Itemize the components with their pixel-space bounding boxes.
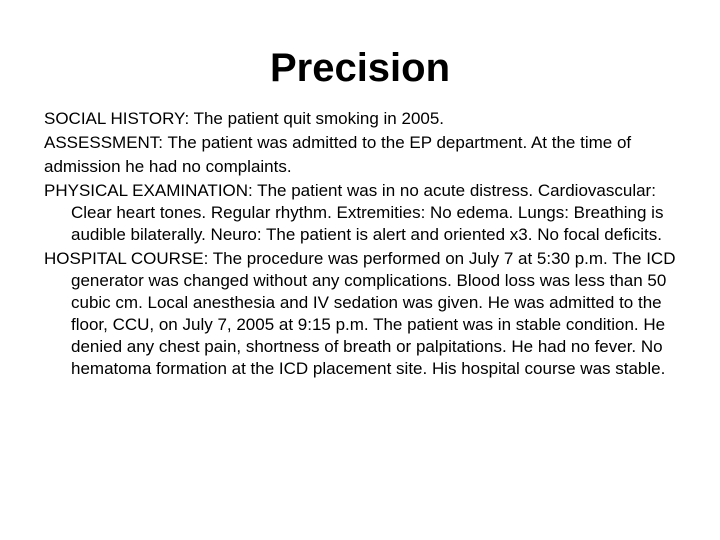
paragraph-physical-examination: PHYSICAL EXAMINATION: The patient was in no acute distress. Cardiovascular: Clear heart tones. Regular rhythm. Extremities: No edema. Lungs: Breathing is audible bilaterally. Neuro: The patient is alert and oriented x3. No focal deficits. bbox=[44, 181, 664, 244]
paragraph-social-history: SOCIAL HISTORY: The patient quit smoking in 2005. bbox=[44, 109, 445, 128]
slide-body bbox=[44, 108, 694, 382]
paragraph-assessment: ASSESSMENT: The patient was admitted to the EP department. At the time of bbox=[44, 133, 632, 152]
paragraph-hospital-course: HOSPITAL COURSE: The procedure was performed on July 7 at 5:30 p.m. The ICD generator was changed without any complications. Blood loss was less than 50 cubic cm. Local anesthesia and IV sedation was given. He was admitted to the floor, CCU, on July 7, 2005 at 9:15 p.m. The patient was in stable condition. He denied any chest pain, shortness of breath or palpitations. He had no fever. No hematoma formation at the ICD placement site. His hospital course was stable. bbox=[44, 249, 676, 378]
paragraph-assessment-continued: admission he had no complaints. bbox=[44, 157, 292, 176]
slide-title: Precision bbox=[269, 46, 451, 90]
